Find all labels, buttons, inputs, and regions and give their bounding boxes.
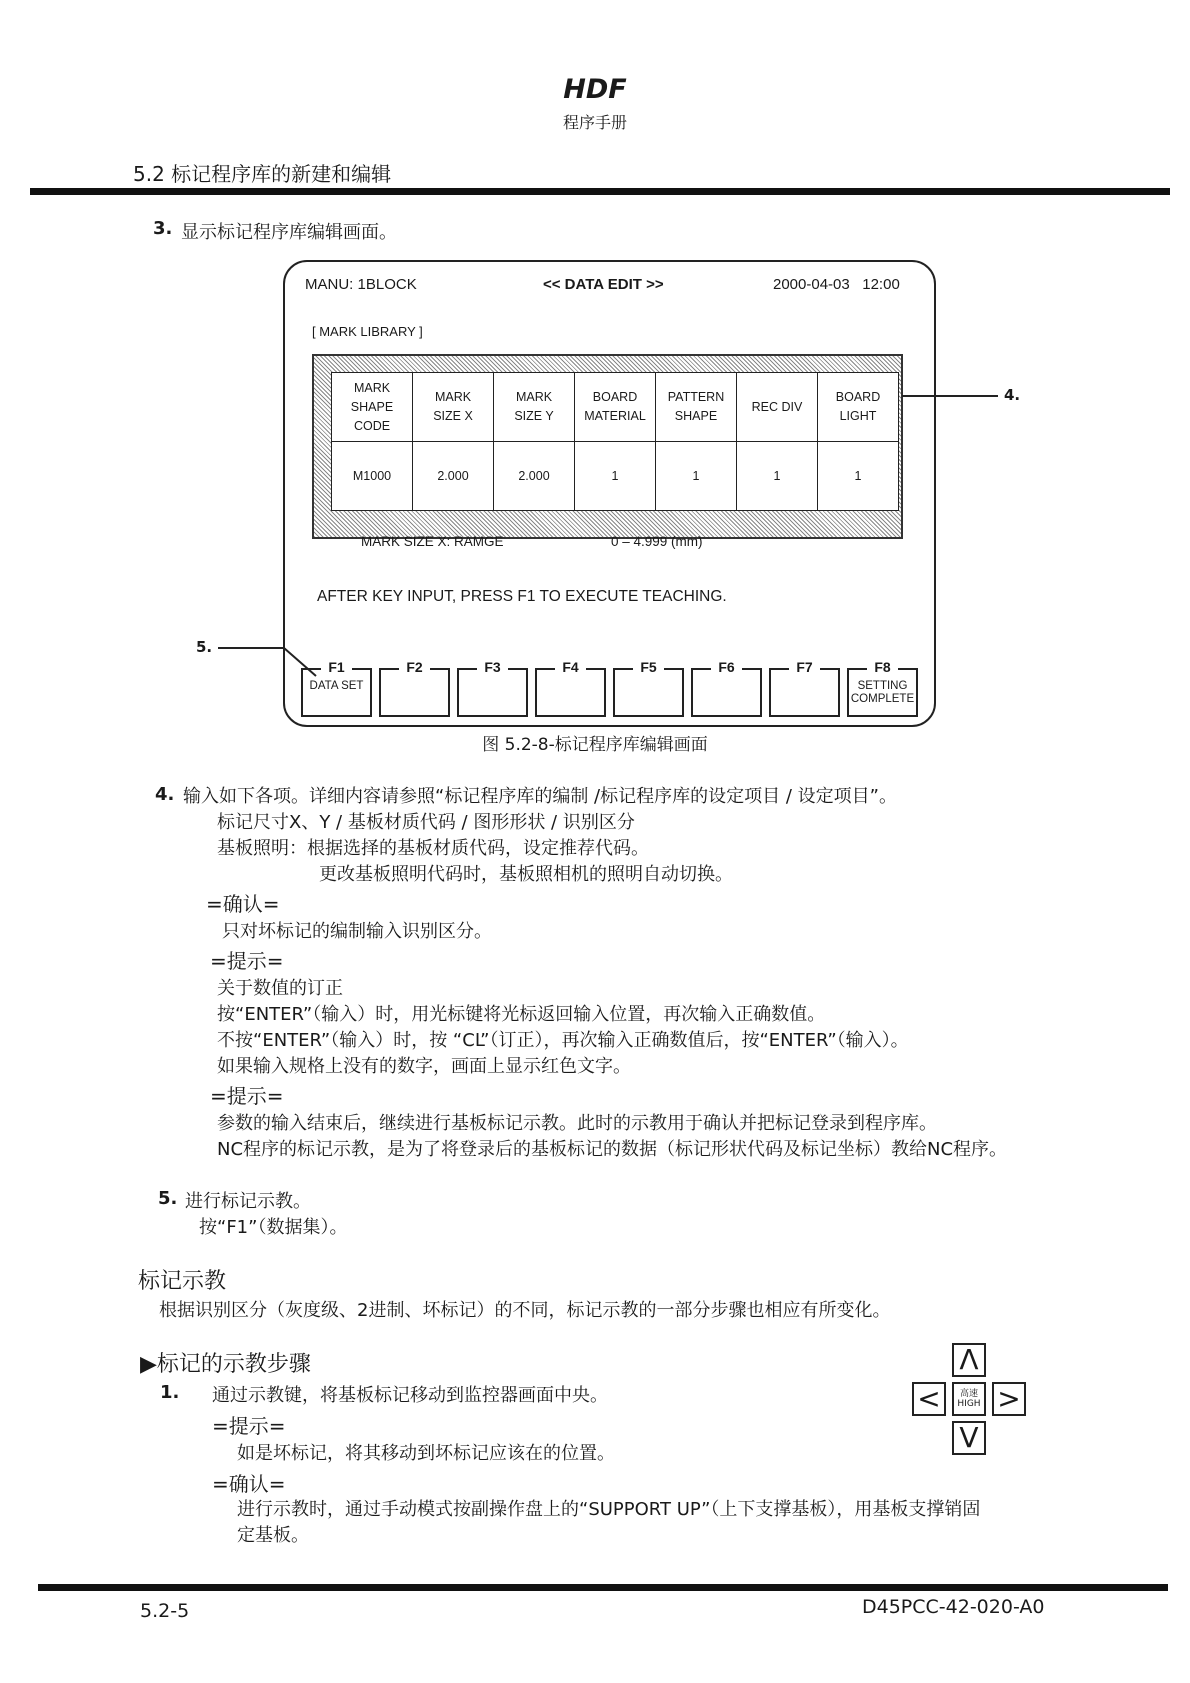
hint2-line: NC程序的标记示教，是为了将登录后的基板标记的数据（标记形状代码及标记坐标）教给NC程序。 — [217, 1139, 1008, 1160]
function-key-bar — [301, 659, 921, 718]
teaching-heading: 标记示教 — [138, 1269, 227, 1294]
header-rec-div: REC DIV — [737, 373, 818, 442]
step5-sub: 按“F1”（数据集）。 — [199, 1217, 348, 1238]
f8-label: F8 — [871, 659, 893, 675]
hint1-line: 按“ENTER”（输入）时，用光标键将光标返回输入位置，再次输入正确数值。 — [217, 1004, 826, 1025]
step4-line3: 更改基板照明代码时，基板照相机的照明自动切换。 — [319, 864, 733, 885]
down-arrow-key[interactable]: V — [952, 1421, 986, 1455]
procedure-confirm-title: =确认= — [212, 1472, 286, 1496]
left-arrow-key[interactable]: < — [912, 1382, 946, 1416]
section-title: 5.2 标记程序库的新建和编辑 — [133, 162, 392, 186]
procedure-hint-title: =提示= — [212, 1414, 286, 1438]
f2-label: F2 — [403, 659, 425, 675]
hint2-title: =提示= — [210, 1084, 284, 1108]
callout-4-line — [902, 395, 998, 397]
f7-key[interactable] — [769, 659, 840, 717]
step3-text: 显示标记程序库编辑画面。 — [181, 222, 397, 243]
procedure-step1-text: 通过示教键，将基板标记移动到监控器画面中央。 — [212, 1385, 608, 1406]
high-speed-key[interactable] — [952, 1382, 986, 1416]
hint1-line: 关于数值的订正 — [217, 978, 343, 999]
f6-key[interactable] — [691, 659, 762, 717]
f1-label: F1 — [325, 659, 347, 675]
teaching-description: 根据识别区分（灰度级、2进制、坏标记）的不同，标记示教的一部分步骤也相应有所变化。 — [159, 1300, 891, 1321]
header-mark-size-y: MARK SIZE Y — [494, 373, 575, 442]
range-value: 0 – 4.999 (mm) — [611, 534, 703, 549]
data-edit-screen — [283, 260, 936, 727]
document-subtitle: 程序手册 — [562, 113, 627, 132]
cell-mark-shape-code[interactable]: M1000 — [332, 442, 413, 511]
document-code: D45PCC-42-020-A0 — [862, 1596, 1045, 1618]
header-rule — [30, 188, 1170, 195]
confirm-title: =确认= — [206, 892, 280, 916]
step5-text: 进行标记示教。 — [185, 1191, 311, 1212]
f1-sub: DATA SET — [309, 680, 364, 692]
screen-title: << DATA EDIT >> — [543, 276, 664, 293]
header-pattern-shape: PATTERN SHAPE — [656, 373, 737, 442]
procedure-confirm-line2: 定基板。 — [237, 1525, 309, 1546]
f3-label: F3 — [481, 659, 503, 675]
cell-board-material[interactable]: 1 — [575, 442, 656, 511]
screen-datetime — [773, 276, 900, 293]
callout-5: 5. — [196, 638, 213, 656]
table-header-row — [332, 373, 899, 442]
footer-rule — [38, 1584, 1168, 1591]
range-label: MARK SIZE X: RAMGE — [361, 534, 504, 549]
step4-line2: 基板照明：根据选择的基板材质代码，设定推荐代码。 — [217, 838, 649, 859]
procedure-heading: ▶标记的示教步骤 — [140, 1352, 311, 1377]
f4-label: F4 — [559, 659, 581, 675]
step4-line1: 标记尺寸X、Y / 基板材质代码 / 图形形状 / 识别区分 — [217, 812, 635, 833]
screen-time: 12:00 — [862, 276, 900, 293]
f2-key[interactable] — [379, 659, 450, 717]
header-board-material: BOARD MATERIAL — [575, 373, 656, 442]
step4-number: 4. — [155, 784, 175, 805]
document-title: HDF — [563, 74, 627, 105]
cell-mark-size-x[interactable]: 2.000 — [413, 442, 494, 511]
right-arrow-key[interactable]: > — [992, 1382, 1026, 1416]
step5-number: 5. — [158, 1188, 178, 1209]
f7-label: F7 — [793, 659, 815, 675]
header-mark-size-x: MARK SIZE X — [413, 373, 494, 442]
procedure-step1-number: 1. — [160, 1382, 180, 1403]
hint1-title: =提示= — [210, 949, 284, 973]
confirm-text: 只对坏标记的编制输入识别区分。 — [222, 921, 492, 942]
f3-key[interactable] — [457, 659, 528, 717]
high-speed-label: HIGH — [957, 1399, 981, 1409]
mark-library-table — [331, 372, 899, 511]
step4-text: 输入如下各项。详细内容请参照“标记程序库的编制 /标记程序库的设定项目 / 设定项目”。 — [183, 786, 897, 807]
f6-label: F6 — [715, 659, 737, 675]
f8-sub: SETTING COMPLETE — [850, 680, 915, 705]
page-number: 5.2-5 — [140, 1600, 190, 1622]
triangle-icon: ▶ — [140, 1352, 157, 1377]
cell-rec-div[interactable]: 1 — [737, 442, 818, 511]
callout-4: 4. — [1004, 386, 1021, 404]
f5-label: F5 — [637, 659, 659, 675]
f8-key[interactable] — [847, 659, 918, 717]
figure-caption: 图 5.2-8-标记程序库编辑画面 — [482, 735, 708, 755]
table-row — [332, 442, 899, 511]
cell-pattern-shape[interactable]: 1 — [656, 442, 737, 511]
teaching-keypad — [912, 1343, 1026, 1455]
up-arrow-key[interactable]: Λ — [952, 1343, 986, 1377]
high-speed-label-cn: 高速 — [959, 1389, 978, 1399]
screen-message: AFTER KEY INPUT, PRESS F1 TO EXECUTE TEACHING. — [317, 588, 727, 605]
cell-mark-size-y[interactable]: 2.000 — [494, 442, 575, 511]
procedure-hint-text: 如是坏标记，将其移动到坏标记应该在的位置。 — [237, 1443, 615, 1464]
header-board-light: BOARD LIGHT — [818, 373, 899, 442]
f4-key[interactable] — [535, 659, 606, 717]
procedure-confirm-line1: 进行示教时，通过手动模式按副操作盘上的“SUPPORT UP”（上下支撑基板），用基板支撑销固 — [237, 1499, 981, 1520]
cell-board-light[interactable]: 1 — [818, 442, 899, 511]
f5-key[interactable] — [613, 659, 684, 717]
callout-5-line — [216, 640, 326, 680]
hint2-line: 参数的输入结束后，继续进行基板标记示教。此时的示教用于确认并把标记登录到程序库。 — [217, 1113, 937, 1134]
mark-library-label: [ MARK LIBRARY ] — [312, 324, 423, 339]
header-mark-shape-code: MARK SHAPE CODE — [332, 373, 413, 442]
step3-number: 3. — [153, 218, 173, 239]
screen-menu: MANU: 1BLOCK — [305, 276, 417, 293]
screen-date: 2000-04-03 — [773, 276, 850, 293]
hint1-line: 如果输入规格上没有的数字，画面上显示红色文字。 — [217, 1056, 631, 1077]
hint1-line: 不按“ENTER”（输入）时，按 “CL”（订正），再次输入正确数值后，按“ENTER”（输入）。 — [217, 1030, 909, 1051]
